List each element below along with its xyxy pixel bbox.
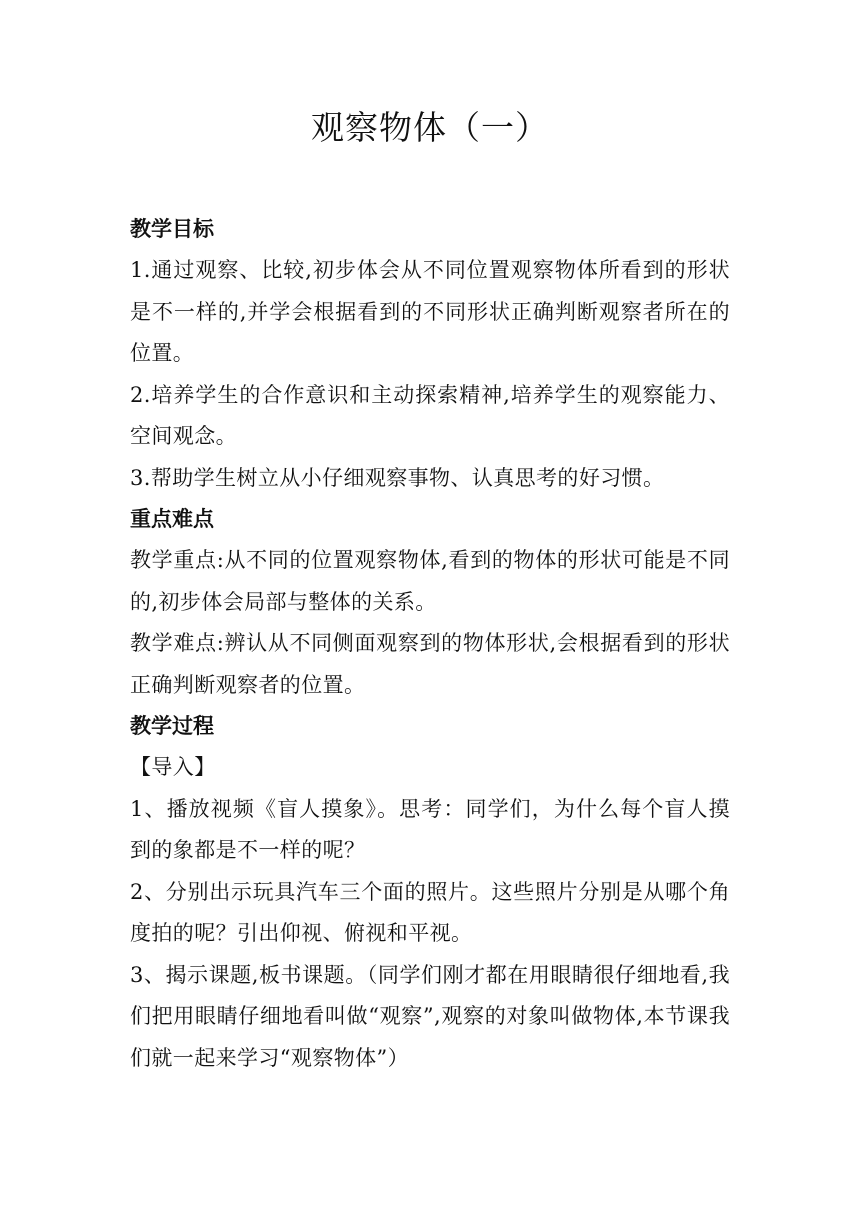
document-body — [130, 209, 730, 1079]
subsection-label: 【导入】 — [130, 755, 216, 779]
paragraph: 3.帮助学生树立从小仔细观察事物、认真思考的好习惯。 — [130, 465, 665, 490]
section-key-points — [130, 499, 730, 706]
section-objectives — [130, 209, 730, 499]
paragraph: 1.通过观察、比较,初步体会从不同位置观察物体所看到的形状是不一样的,并学会根据看到的不同形状正确判断观察者所在的位置。 — [130, 258, 730, 365]
document-title: 观察物体（一） — [311, 108, 549, 147]
paragraph: 2、分别出示玩具汽车三个面的照片。这些照片分别是从哪个角度拍的呢？引出仰视、俯视和平视。 — [130, 879, 730, 945]
paragraph: 教学难点:辨认从不同侧面观察到的物体形状,会根据看到的形状正确判断观察者的位置。 — [130, 631, 730, 697]
paragraph: 3、揭示课题,板书课题。（同学们刚才都在用眼睛很仔细地看,我们把用眼睛仔细地看叫做“观察”,观察的对象叫做物体,本节课我们就一起来学习“观察物体”） — [130, 962, 730, 1070]
section-heading: 教学过程 — [130, 714, 214, 738]
paragraph: 教学重点:从不同的位置观察物体,看到的物体的形状可能是不同的,初步体会局部与整体的关系。 — [130, 548, 730, 614]
section-process — [130, 706, 730, 1079]
paragraph: 1、播放视频《盲人摸象》。思考：同学们，为什么每个盲人摸到的象都是不一样的呢？ — [130, 796, 730, 862]
section-heading: 重点难点 — [130, 507, 214, 531]
paragraph: 2.培养学生的合作意识和主动探索精神,培养学生的观察能力、空间观念。 — [130, 382, 730, 448]
section-heading: 教学目标 — [130, 217, 214, 241]
